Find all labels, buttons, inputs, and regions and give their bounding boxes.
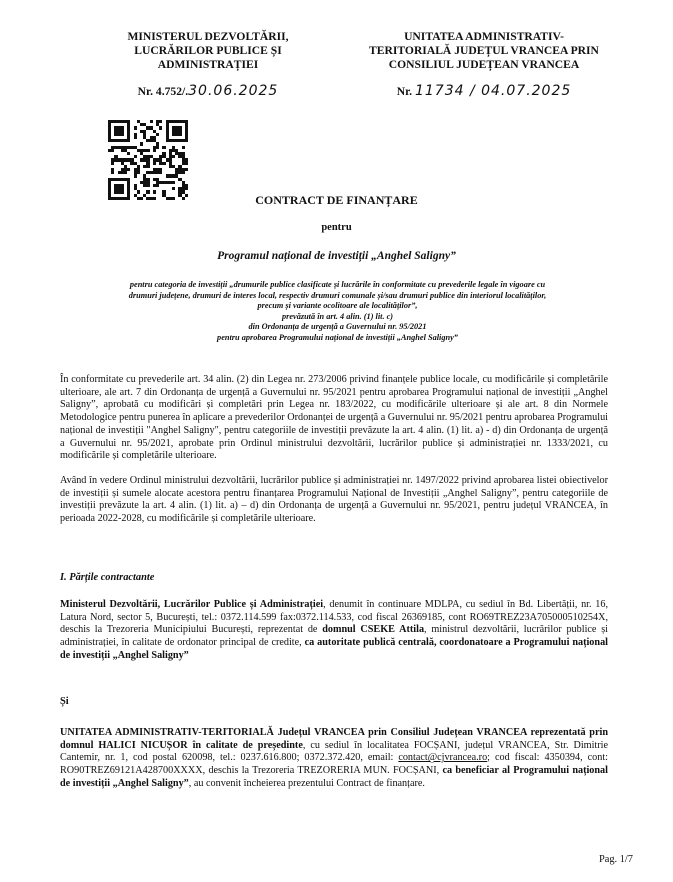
page-number: Pag. 1/7 <box>598 854 633 865</box>
party-county-text: , cu sediul în localitatea FOCȘANI, județul VRANCEA, Str. Dimitrie Cantemir, nr. 1, cod postal 620098, tel.: 0237.616.800; 0372.372.420, email: <box>60 739 609 764</box>
considering-paragraph: Având în vedere Ordinul ministrului dezvoltării, lucrărilor publice și administrației nr. 1497/2022 privind aprobarea listei obiectivelor de investiții și sumele alocate acestora pentru finanțarea Programului Național de Investiții „Anghel Saligny”, pentru categoriile de investiții prevăzute la art. 4 alin. (1) lit. a) – d) din Ordonanța de urgență a Guvernului nr. 95/2021, pentru județul VRANCEA, în perioada 2022-2028, cu modificările și completările ulterioare. <box>60 475 608 525</box>
ministry-registration-number <box>92 84 324 99</box>
legal-basis-paragraph: În conformitate cu prevederile art. 34 alin. (2) din Legea nr. 273/2006 privind finanțele publice locale, cu modificările și completările ulterioare, ale art. 7 din Ordonanța de urgență a Guvernului nr. 95/2021 pentru aprobarea Programului național de investiții „Anghel Saligny”, aprobată cu modificări și completări prin Legea nr. 183/2022, cu modificările ulterioare și ale art. 8 din Normele Metodologice pentru punerea în aplicare a prevederilor Ordonanței de urgență a Guvernului nr. 95/2021 pentru aprobarea Programului național de investiții "Anghel Saligny", pentru categoriile de investiții prevăzute la art. 4 alin. (1) lit. a) - d) din Ordonanța de urgență a Guvernului nr. 95/2021, aprobate prin Ordinul ministrului dezvoltării, lucrărilor publice și administrației nr. 1333/2021, cu modificările și completările ulterioare. <box>60 374 608 462</box>
header-ministry-line: MINISTERUL DEZVOLTĂRII, <box>127 30 289 43</box>
header-county-line: CONSILIUL JUDEȚEAN VRANCEA <box>388 58 580 71</box>
party-ministry-paragraph <box>60 599 608 663</box>
subtitle-line: din Ordonanța de urgență a Guvernului nr. 95/2021 <box>248 322 427 332</box>
county-nr-label: Nr. <box>396 85 413 98</box>
party-ministry-text: , denumit în continuare MDLPA, cu sediul în Bd. Libertății, nr. 16, Latura Nord, sector 5, București, tel.: 0372.114.599 fax:0372.114.533, cod fiscal 26369185, cont RO69TREZ23A705000510254X, deschis la Trezoreria Municipiului București, reprezentat de <box>60 599 608 636</box>
subtitle-line: precum și variante ocolitoare ale localităților”, <box>257 301 418 311</box>
ministry-nr-handwritten: 30.06.2025 <box>188 83 279 99</box>
and-separator: Și <box>60 696 69 707</box>
header-ministry-line: LUCRĂRILOR PUBLICE ȘI <box>134 44 282 57</box>
subtitle-line: prevăzută în art. 4 alin. (1) lit. c) <box>281 311 394 321</box>
header-county-line: TERITORIALĂ JUDEȚUL VRANCEA PRIN <box>369 44 599 57</box>
subtitle-line: pentru aprobarea Programului național de investiții „Anghel Saligny” <box>217 332 458 342</box>
party-ministry-name: Ministerul Dezvoltării, Lucrărilor Publice și Administrației <box>60 599 324 610</box>
qr-code-icon <box>108 120 188 200</box>
subtitle-line: drumuri județene, drumuri de interes local, respectiv drumuri comunale și/sau drumuri publice din interiorul localităților, <box>128 290 547 300</box>
contract-title: CONTRACT DE FINANȚARE <box>255 193 418 207</box>
header-ministry-line: ADMINISTRAȚIEI <box>157 58 259 71</box>
party-county-text: ; cod fiscal: 4350394, cont: RO90TREZ69121A428700XXXX, deschis la Trezoreria TREZORERIA MUN. FOCȘANI, <box>60 752 608 777</box>
party-ministry-representative: domnul CSEKE Attila <box>322 624 425 636</box>
party-ministry-text: , ministrul dezvoltării, lucrărilor publice și administrației, în calitate de ordonator principal de credite, <box>60 624 608 649</box>
header-ministry <box>92 30 324 99</box>
header-county <box>338 30 630 99</box>
party-ministry-role: ca autoritate publică centrală, coordonatoare a Programului național de investiții „Anghel Saligny” <box>60 637 608 661</box>
ministry-nr-label: Nr. 4.752/. <box>137 85 189 98</box>
party-county-email[interactable]: contact@cjvrancea.ro <box>398 752 488 764</box>
header-county-line: UNITATEA ADMINISTRATIV- <box>404 30 564 43</box>
county-nr-handwritten: 11734 / 04.07.2025 <box>414 83 572 99</box>
party-county-text: , au convenit încheierea prezentului Contract de finanțare. <box>188 777 425 789</box>
party-county-paragraph <box>60 727 608 791</box>
county-registration-number <box>338 84 630 99</box>
section-title: I. Părțile contractante <box>60 572 155 583</box>
contract-pentru: pentru <box>321 222 352 233</box>
party-county-name: UNITATEA ADMINISTRATIV-TERITORIALĂ Județul VRANCEA prin Consiliul Județean VRANCEA reprezentată prin domnul HALICI NICUȘOR în calitate de președinte <box>60 727 608 751</box>
investment-category-subtitle <box>80 280 595 344</box>
program-title: Programul național de investiții „Anghel Saligny” <box>217 250 456 262</box>
subtitle-line: pentru categoria de investiții „drumurile publice clasificate și lucrările în conformitate cu prevederile legale în vigoare cu <box>129 280 546 289</box>
party-county-role: ca beneficiar al Programului național de investiții „Anghel Saligny” <box>60 765 608 789</box>
